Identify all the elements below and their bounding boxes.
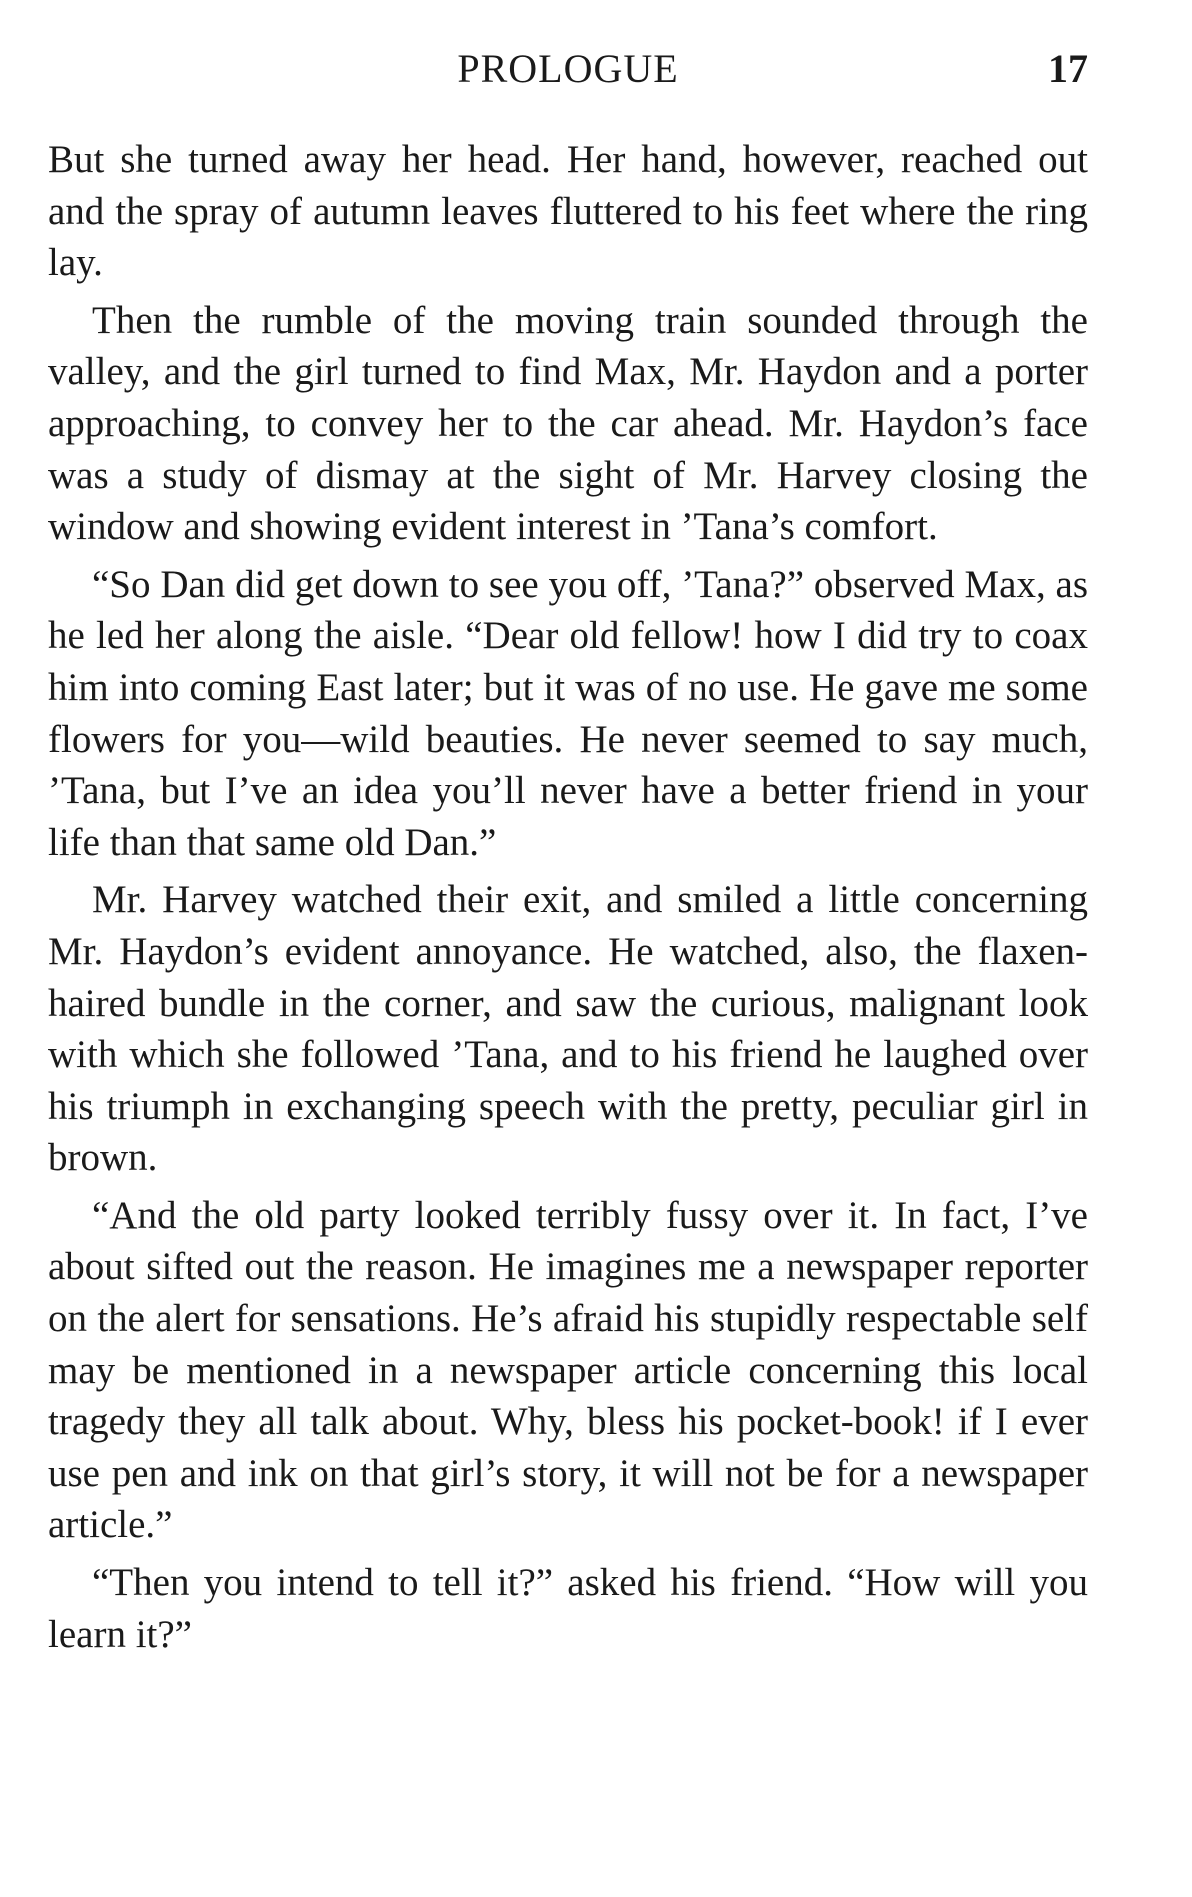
paragraph: Mr. Harvey watched their exit, and smiled a little concerning Mr. Haydon’s evident annoyance. He watched, also, the flaxen-haired bundle in the corner, and saw the curious, malignant look with which she followed ’Tana, and to his friend he laughed over his triumph in exchanging speech with the pretty, peculiar girl in brown. — [48, 878, 1088, 1180]
paragraph: “Then you intend to tell it?” asked his friend. “How will you learn it?” — [48, 1561, 1088, 1656]
running-header — [48, 44, 1088, 94]
page-number: 17 — [1048, 46, 1088, 91]
paragraph: “And the old party looked terribly fussy over it. In fact, I’ve about sifted out the reason. He imagines me a newspaper reporter on the alert for sensations. He’s afraid his stupidly respectable self may be mentioned in a newspaper article concerning this local tragedy they all talk about. Why, bless his pocket-book! if I ever use pen and ink on that girl’s story, it will not be for a newspaper article.” — [48, 1193, 1088, 1547]
paragraph: “So Dan did get down to see you off, ’Tana?” observed Max, as he led her along the aisle. “Dear old fellow! how I did try to coax him into coming East later; but it was of no use. He gave me some flowers for you—wild beauties. He never seemed to say much, ’Tana, but I’ve an idea you’ll never have a better friend in your life than that same old Dan.” — [48, 562, 1088, 864]
book-page — [48, 0, 1088, 1897]
chapter-title: PROLOGUE — [457, 46, 679, 91]
paragraph: Then the rumble of the moving train sounded through the valley, and the girl turned to find Max, Mr. Haydon and a porter approaching, to convey her to the car ahead. Mr. Haydon’s face was a study of dismay at the sight of Mr. Harvey closing the window and showing evident interest in ’Tana’s comfort. — [48, 298, 1088, 549]
body-text — [48, 134, 1088, 1666]
paragraph: But she turned away her head. Her hand, however, reached out and the spray of autumn leaves fluttered to his feet where the ring lay. — [48, 138, 1088, 285]
